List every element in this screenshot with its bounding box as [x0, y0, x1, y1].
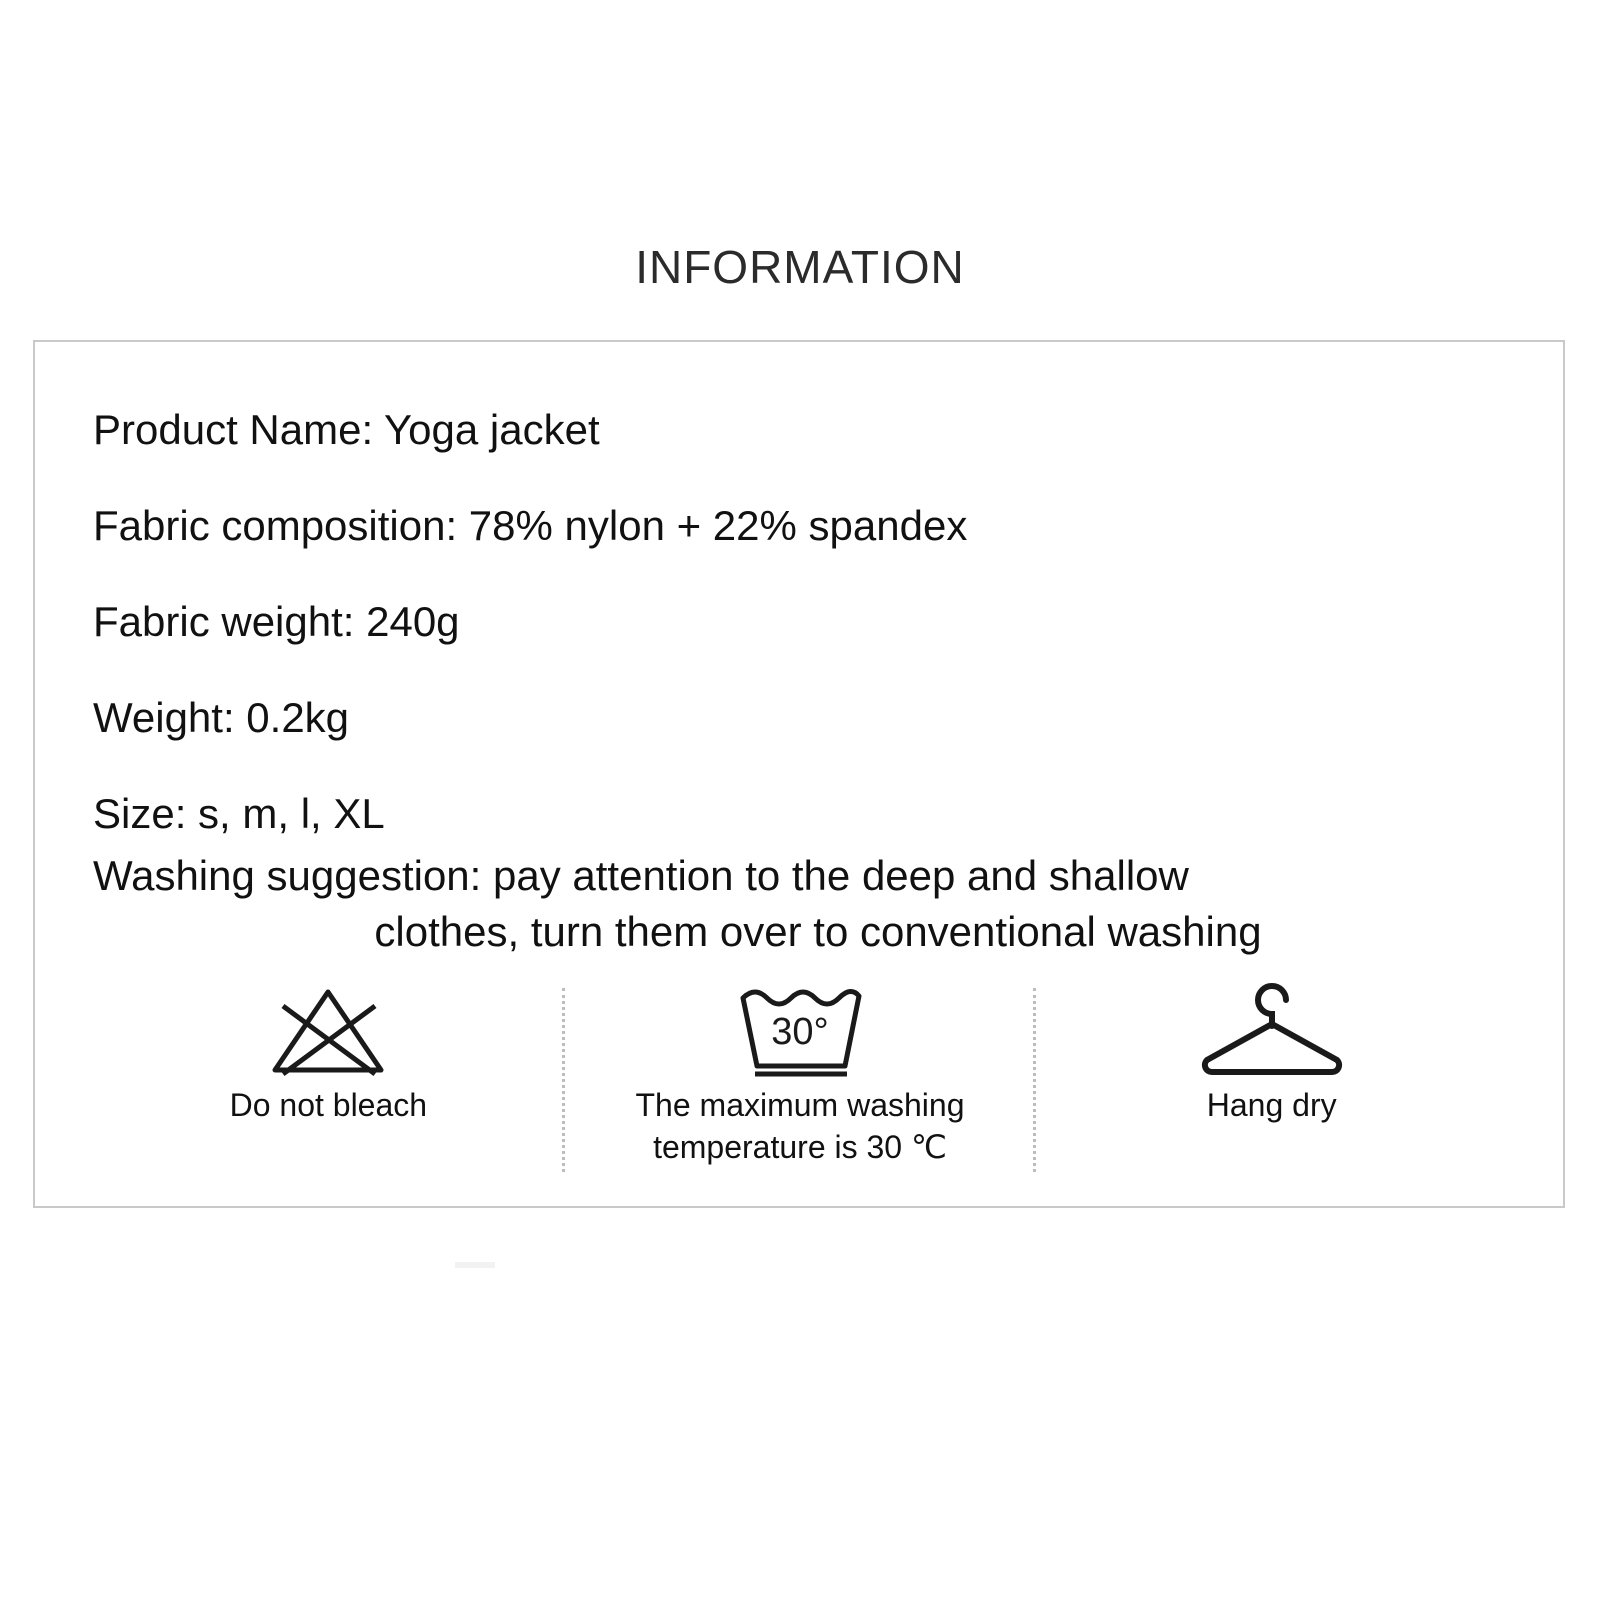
- washing-suggestion-line-1: Washing suggestion: pay attention to the deep and shallow: [93, 852, 1189, 899]
- washing-suggestion: [93, 848, 1513, 960]
- spec-product-name: Product Name: Yoga jacket: [93, 406, 600, 453]
- care-label-wash-temperature-line-1: The maximum washing: [635, 1087, 965, 1123]
- care-label-wash-temperature: [636, 1084, 965, 1168]
- svg-text:30°: 30°: [771, 1011, 829, 1053]
- hang-dry-icon: [1187, 982, 1357, 1078]
- decorative-mark: [455, 1262, 495, 1268]
- care-symbol-row: [95, 982, 1505, 1182]
- care-label-wash-temperature-line-2: temperature is 30 ℃: [653, 1129, 947, 1165]
- spec-weight: Weight: 0.2kg: [93, 694, 350, 741]
- information-panel: [33, 340, 1565, 1208]
- washing-suggestion-line-2: clothes, turn them over to conventional washing: [374, 908, 1262, 955]
- spec-fabric-weight: Fabric weight: 240g: [93, 598, 460, 645]
- wash-30-degrees-icon: [725, 982, 875, 1078]
- do-not-bleach-icon: [263, 982, 393, 1078]
- specification-list: [93, 382, 1513, 862]
- spec-fabric-composition: Fabric composition: 78% nylon + 22% spandex: [93, 502, 968, 549]
- spec-size: Size: s, m, l, XL: [93, 790, 385, 837]
- care-item-wash-temperature: [567, 982, 1034, 1168]
- care-label-do-not-bleach: Do not bleach: [229, 1087, 428, 1123]
- care-label-hang-dry: Hang dry: [1206, 1087, 1337, 1123]
- care-item-hang-dry: [1038, 982, 1505, 1126]
- care-item-do-not-bleach: [95, 982, 562, 1126]
- page-title: INFORMATION: [635, 241, 965, 293]
